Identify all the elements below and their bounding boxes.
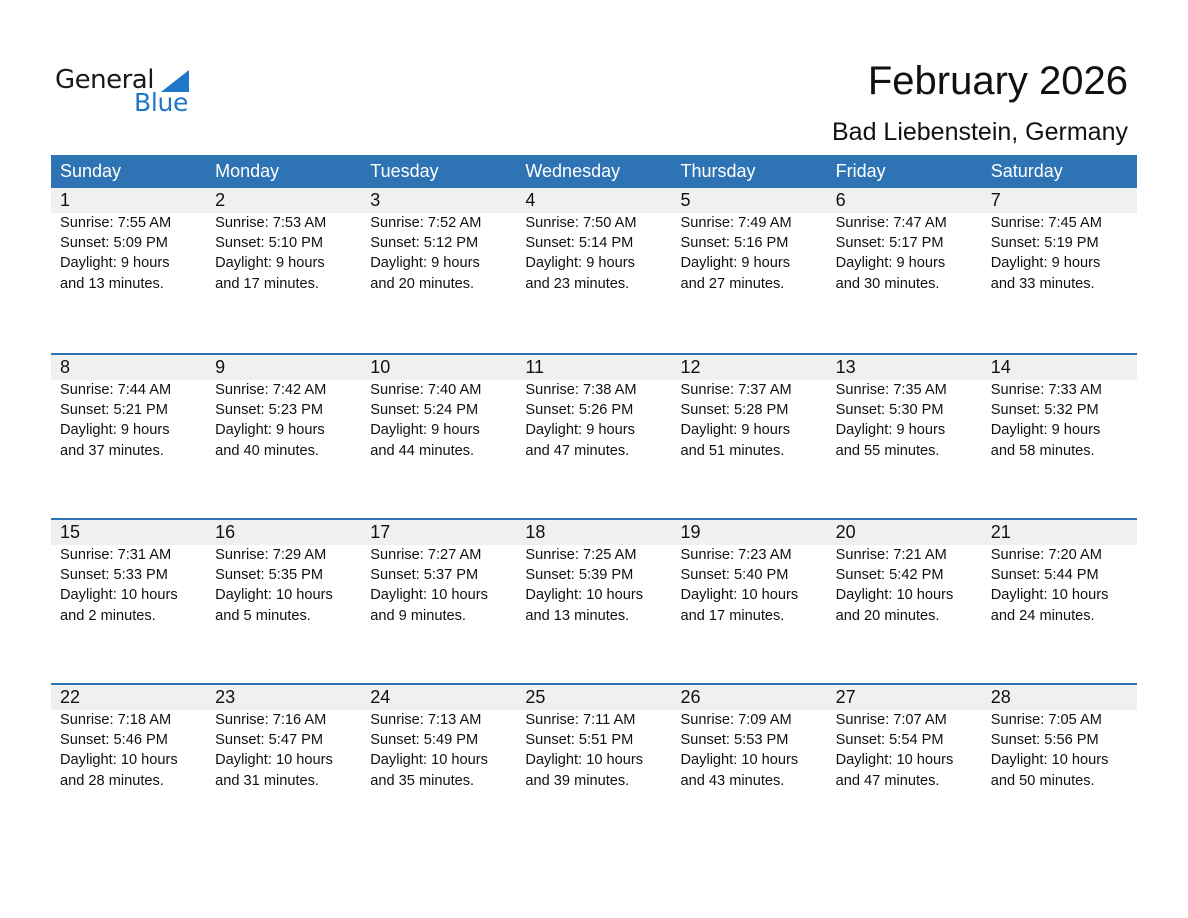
day-number: 4 <box>525 190 536 210</box>
daylight-minutes-text: and 24 minutes. <box>990 607 1095 624</box>
day-number: 14 <box>990 357 1011 377</box>
sunrise-text: Sunrise: 7:35 AM <box>835 382 947 398</box>
daylight-minutes-text: and 13 minutes. <box>60 275 164 292</box>
location-subtitle: Bad Liebenstein, Germany <box>831 118 1128 146</box>
sunset-text: Sunset: 5:33 PM <box>60 567 168 584</box>
sunset-text: Sunset: 5:42 PM <box>835 567 944 584</box>
day-cell <box>982 355 1137 461</box>
weekday-wednesday: Wednesday <box>525 161 621 181</box>
sunset-text: Sunset: 5:19 PM <box>990 235 1099 252</box>
day-number: 9 <box>215 357 226 377</box>
sunset-text: Sunset: 5:54 PM <box>835 732 944 749</box>
sunrise-text: Sunrise: 7:11 AM <box>525 712 636 728</box>
daylight-text: Daylight: 9 hours <box>990 422 1101 439</box>
daylight-minutes-text: and 5 minutes. <box>215 607 311 624</box>
sunrise-text: Sunrise: 7:33 AM <box>990 382 1102 398</box>
day-cell <box>361 355 516 461</box>
daylight-minutes-text: and 58 minutes. <box>990 442 1095 459</box>
sunrise-text: Sunrise: 7:16 AM <box>215 712 327 728</box>
daylight-text: Daylight: 10 hours <box>370 752 488 769</box>
day-number: 26 <box>680 687 701 707</box>
sunset-text: Sunset: 5:26 PM <box>525 402 634 419</box>
daylight-text: Daylight: 10 hours <box>990 587 1109 604</box>
daylight-text: Daylight: 10 hours <box>835 752 954 769</box>
daylight-minutes-text: and 13 minutes. <box>525 607 630 624</box>
calendar-grid <box>51 155 1137 848</box>
day-cell <box>827 188 982 294</box>
daylight-text: Daylight: 9 hours <box>525 255 635 272</box>
day-cell <box>516 355 671 461</box>
daylight-text: Daylight: 9 hours <box>215 255 325 272</box>
daylight-text: Daylight: 9 hours <box>680 255 791 272</box>
sunset-text: Sunset: 5:16 PM <box>680 235 789 252</box>
sunrise-text: Sunrise: 7:21 AM <box>835 547 947 563</box>
sunset-text: Sunset: 5:51 PM <box>525 732 634 749</box>
daylight-minutes-text: and 27 minutes. <box>680 275 785 292</box>
day-cell <box>361 188 516 294</box>
daylight-text: Daylight: 10 hours <box>680 587 799 604</box>
daylight-minutes-text: and 17 minutes. <box>215 275 319 292</box>
day-number: 18 <box>525 522 546 542</box>
day-cell <box>672 520 827 626</box>
daylight-text: Daylight: 9 hours <box>525 422 635 439</box>
sunrise-text: Sunrise: 7:40 AM <box>370 382 482 398</box>
sunrise-text: Sunrise: 7:07 AM <box>835 712 947 728</box>
sunrise-text: Sunrise: 7:47 AM <box>835 215 947 231</box>
week-row <box>51 518 1137 683</box>
daylight-text: Daylight: 9 hours <box>370 255 480 272</box>
sunset-text: Sunset: 5:21 PM <box>60 402 168 419</box>
sunrise-text: Sunrise: 7:23 AM <box>680 547 792 563</box>
weekday-saturday: Saturday <box>990 161 1063 181</box>
day-number: 23 <box>215 687 236 707</box>
weekday-thursday: Thursday <box>680 161 756 181</box>
sunrise-text: Sunrise: 7:29 AM <box>215 547 327 563</box>
day-number: 22 <box>60 687 81 707</box>
day-cell <box>516 685 671 791</box>
daylight-text: Daylight: 9 hours <box>990 255 1101 272</box>
day-cell <box>672 685 827 791</box>
day-cell <box>672 355 827 461</box>
daylight-minutes-text: and 40 minutes. <box>215 442 319 459</box>
day-cell <box>516 520 671 626</box>
day-cell <box>516 188 671 294</box>
daylight-minutes-text: and 9 minutes. <box>370 607 466 624</box>
sunrise-text: Sunrise: 7:25 AM <box>525 547 637 563</box>
logo-text-general: General <box>55 65 154 95</box>
daylight-text: Daylight: 10 hours <box>370 587 488 604</box>
sunset-text: Sunset: 5:47 PM <box>215 732 324 749</box>
sunset-text: Sunset: 5:46 PM <box>60 732 168 749</box>
sunset-text: Sunset: 5:14 PM <box>525 235 634 252</box>
sunset-text: Sunset: 5:39 PM <box>525 567 634 584</box>
daylight-text: Daylight: 10 hours <box>60 752 178 769</box>
daylight-text: Daylight: 10 hours <box>60 587 178 604</box>
sunrise-text: Sunrise: 7:20 AM <box>990 547 1102 563</box>
sunrise-text: Sunrise: 7:09 AM <box>680 712 792 728</box>
day-cell <box>672 188 827 294</box>
daylight-minutes-text: and 20 minutes. <box>835 607 940 624</box>
daylight-text: Daylight: 10 hours <box>680 752 799 769</box>
sunset-text: Sunset: 5:17 PM <box>835 235 944 252</box>
daylight-minutes-text: and 37 minutes. <box>60 442 164 459</box>
daylight-text: Daylight: 10 hours <box>215 587 333 604</box>
daylight-text: Daylight: 10 hours <box>215 752 333 769</box>
daylight-text: Daylight: 10 hours <box>525 752 644 769</box>
day-cell <box>206 685 361 791</box>
daylight-text: Daylight: 9 hours <box>215 422 325 439</box>
daylight-minutes-text: and 55 minutes. <box>835 442 940 459</box>
day-cell <box>51 520 206 626</box>
daylight-text: Daylight: 10 hours <box>525 587 644 604</box>
week-row <box>51 188 1137 353</box>
daylight-minutes-text: and 50 minutes. <box>990 772 1095 789</box>
sunset-text: Sunset: 5:44 PM <box>990 567 1099 584</box>
daylight-text: Daylight: 9 hours <box>60 255 170 272</box>
weeks-container <box>51 188 1137 848</box>
sunset-text: Sunset: 5:32 PM <box>990 402 1099 419</box>
day-number: 28 <box>990 687 1011 707</box>
weekday-monday: Monday <box>215 161 280 181</box>
daylight-text: Daylight: 9 hours <box>60 422 170 439</box>
weekday-sunday: Sunday <box>60 161 122 181</box>
sunset-text: Sunset: 5:40 PM <box>680 567 789 584</box>
weekday-header-row <box>51 155 1137 188</box>
sunset-text: Sunset: 5:35 PM <box>215 567 324 584</box>
logo-text-blue: Blue <box>134 88 189 117</box>
sunrise-text: Sunrise: 7:37 AM <box>680 382 792 398</box>
day-number: 5 <box>680 190 691 210</box>
page-title: February 2026 <box>867 59 1128 103</box>
sunset-text: Sunset: 5:24 PM <box>370 402 479 419</box>
day-cell <box>206 355 361 461</box>
sunset-text: Sunset: 5:56 PM <box>990 732 1099 749</box>
day-cell <box>51 355 206 461</box>
daylight-minutes-text: and 47 minutes. <box>835 772 940 789</box>
sunrise-text: Sunrise: 7:05 AM <box>990 712 1102 728</box>
day-number: 19 <box>680 522 701 542</box>
daylight-minutes-text: and 44 minutes. <box>370 442 475 459</box>
day-number: 3 <box>370 190 381 210</box>
day-number: 12 <box>680 357 701 377</box>
sunrise-text: Sunrise: 7:52 AM <box>370 215 482 231</box>
day-cell <box>982 685 1137 791</box>
daylight-minutes-text: and 28 minutes. <box>60 772 164 789</box>
day-cell <box>827 685 982 791</box>
week-row <box>51 353 1137 518</box>
sunrise-text: Sunrise: 7:42 AM <box>215 382 327 398</box>
sunset-text: Sunset: 5:09 PM <box>60 235 168 252</box>
daylight-minutes-text: and 20 minutes. <box>370 275 475 292</box>
daylight-minutes-text: and 43 minutes. <box>680 772 785 789</box>
sunset-text: Sunset: 5:49 PM <box>370 732 479 749</box>
week-days <box>51 685 1137 791</box>
day-number: 17 <box>370 522 391 542</box>
sunset-text: Sunset: 5:12 PM <box>370 235 479 252</box>
daylight-minutes-text: and 30 minutes. <box>835 275 940 292</box>
day-cell <box>51 188 206 294</box>
day-number: 21 <box>990 522 1011 542</box>
week-days <box>51 520 1137 626</box>
daylight-minutes-text: and 2 minutes. <box>60 607 156 624</box>
sunrise-text: Sunrise: 7:27 AM <box>370 547 482 563</box>
daylight-text: Daylight: 9 hours <box>835 422 946 439</box>
day-cell <box>982 520 1137 626</box>
day-cell <box>206 520 361 626</box>
day-cell <box>51 685 206 791</box>
day-number: 27 <box>835 687 856 707</box>
sunset-text: Sunset: 5:53 PM <box>680 732 789 749</box>
day-number: 6 <box>835 190 846 210</box>
sunrise-text: Sunrise: 7:50 AM <box>525 215 637 231</box>
sunset-text: Sunset: 5:10 PM <box>215 235 324 252</box>
day-number: 11 <box>525 357 545 377</box>
week-row <box>51 683 1137 848</box>
sunrise-text: Sunrise: 7:18 AM <box>60 712 172 728</box>
daylight-text: Daylight: 9 hours <box>835 255 946 272</box>
daylight-minutes-text: and 39 minutes. <box>525 772 630 789</box>
day-cell <box>827 355 982 461</box>
sunset-text: Sunset: 5:37 PM <box>370 567 479 584</box>
sunset-text: Sunset: 5:30 PM <box>835 402 944 419</box>
daylight-minutes-text: and 17 minutes. <box>680 607 785 624</box>
sunrise-text: Sunrise: 7:44 AM <box>60 382 172 398</box>
day-cell <box>206 188 361 294</box>
day-cell <box>361 685 516 791</box>
sunrise-text: Sunrise: 7:55 AM <box>60 215 172 231</box>
daylight-minutes-text: and 33 minutes. <box>990 275 1095 292</box>
day-number: 2 <box>215 190 226 210</box>
daylight-text: Daylight: 9 hours <box>680 422 791 439</box>
sunrise-text: Sunrise: 7:49 AM <box>680 215 792 231</box>
day-number: 15 <box>60 522 81 542</box>
sunset-text: Sunset: 5:28 PM <box>680 402 789 419</box>
sunrise-text: Sunrise: 7:45 AM <box>990 215 1102 231</box>
daylight-minutes-text: and 23 minutes. <box>525 275 630 292</box>
day-cell <box>361 520 516 626</box>
daylight-minutes-text: and 31 minutes. <box>215 772 319 789</box>
sunrise-text: Sunrise: 7:31 AM <box>60 547 172 563</box>
week-days <box>51 355 1137 461</box>
daylight-text: Daylight: 10 hours <box>835 587 954 604</box>
daylight-minutes-text: and 51 minutes. <box>680 442 785 459</box>
sunset-text: Sunset: 5:23 PM <box>215 402 324 419</box>
sunrise-text: Sunrise: 7:53 AM <box>215 215 327 231</box>
day-cell <box>982 188 1137 294</box>
day-number: 20 <box>835 522 856 542</box>
day-number: 25 <box>525 687 546 707</box>
day-number: 10 <box>370 357 391 377</box>
weekday-tuesday: Tuesday <box>370 161 439 181</box>
daylight-minutes-text: and 35 minutes. <box>370 772 475 789</box>
day-cell <box>827 520 982 626</box>
day-number: 24 <box>370 687 391 707</box>
daylight-text: Daylight: 10 hours <box>990 752 1109 769</box>
sunrise-text: Sunrise: 7:38 AM <box>525 382 637 398</box>
sunrise-text: Sunrise: 7:13 AM <box>370 712 482 728</box>
daylight-minutes-text: and 47 minutes. <box>525 442 630 459</box>
day-number: 16 <box>215 522 236 542</box>
day-number: 13 <box>835 357 856 377</box>
brand-logo <box>55 64 205 120</box>
day-number: 7 <box>990 190 1001 210</box>
day-number: 1 <box>60 190 71 210</box>
weekday-friday: Friday <box>835 161 886 181</box>
daylight-text: Daylight: 9 hours <box>370 422 480 439</box>
week-days <box>51 188 1137 294</box>
day-number: 8 <box>60 357 71 377</box>
